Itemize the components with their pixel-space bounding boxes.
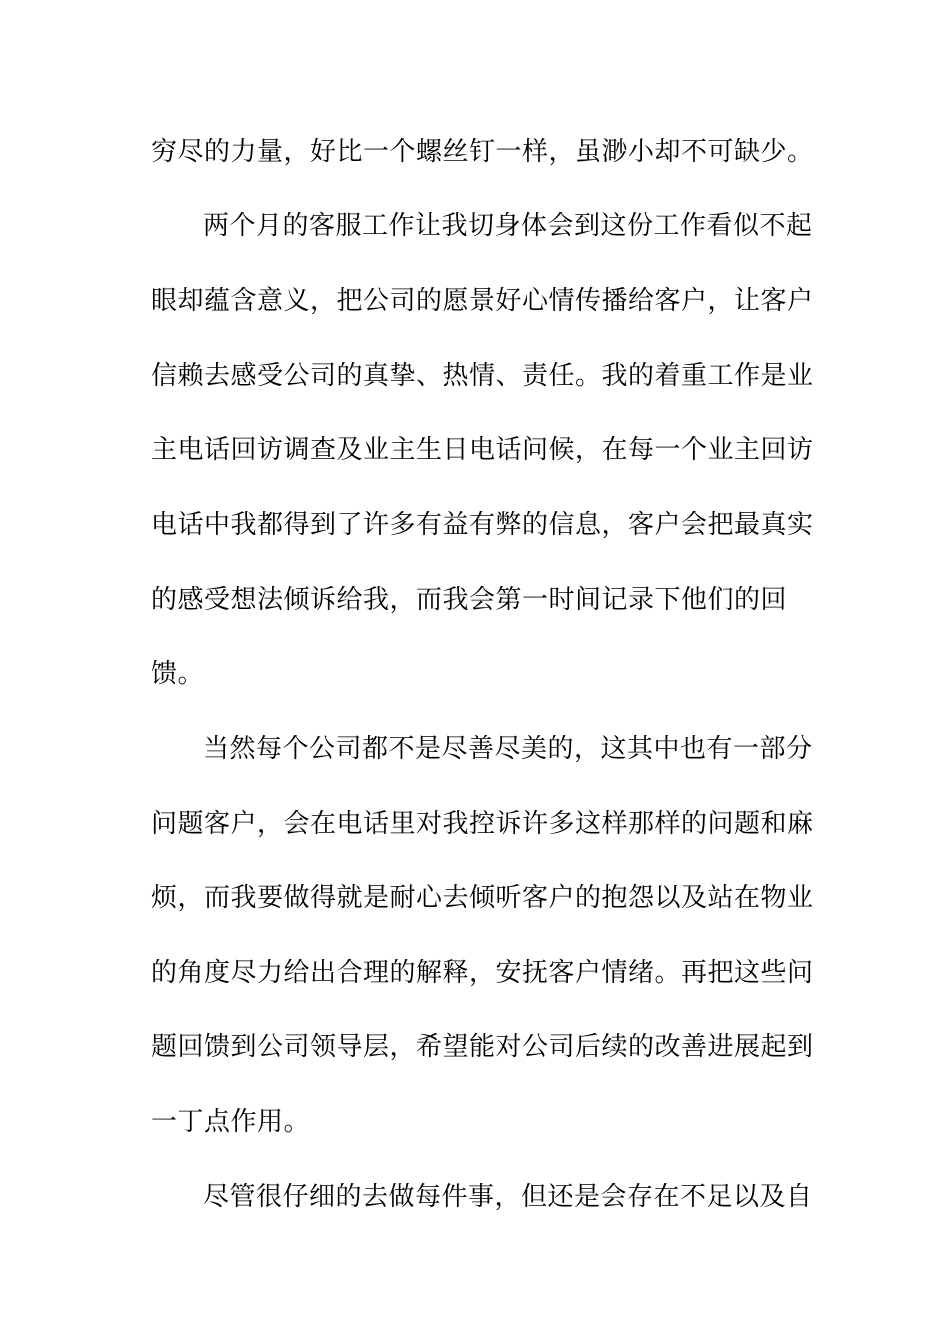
text-line: 主电话回访调查及业主生日电话问候，在每一个业主回访 xyxy=(151,435,814,465)
text-line: 电话中我都得到了许多有益有弊的信息，客户会把最真实 xyxy=(151,510,814,540)
text-line: 的感受想法倾诉给我，而我会第一时间记录下他们的回 xyxy=(151,585,788,615)
text-line: 穷尽的力量，好比一个螺丝钉一样，虽渺小却不可缺少。 xyxy=(151,137,814,167)
text-line: 馈。 xyxy=(151,659,205,689)
paragraph-first-line: 两个月的客服工作让我切身体会到这份工作看似不起 xyxy=(203,211,813,241)
text-line: 信赖去感受公司的真挚、热情、责任。我的着重工作是业 xyxy=(151,361,814,391)
text-line: 烦，而我要做得就是耐心去倾听客户的抱怨以及站在物业 xyxy=(151,883,814,913)
text-line: 题回馈到公司领导层，希望能对公司后续的改善进展起到 xyxy=(151,1032,814,1062)
text-line: 问题客户，会在电话里对我控诉许多这样那样的问题和麻 xyxy=(151,809,814,839)
paragraph-first-line: 当然每个公司都不是尽善尽美的，这其中也有一部分 xyxy=(203,734,813,764)
text-line: 一丁点作用。 xyxy=(151,1107,311,1137)
paragraph-first-line: 尽管很仔细的去做每件事，但还是会存在不足以及自 xyxy=(203,1182,813,1212)
text-line: 的角度尽力给出合理的解释，安抚客户情绪。再把这些问 xyxy=(151,958,814,988)
text-line: 眼却蕴含意义，把公司的愿景好心情传播给客户，让客户 xyxy=(151,286,814,316)
